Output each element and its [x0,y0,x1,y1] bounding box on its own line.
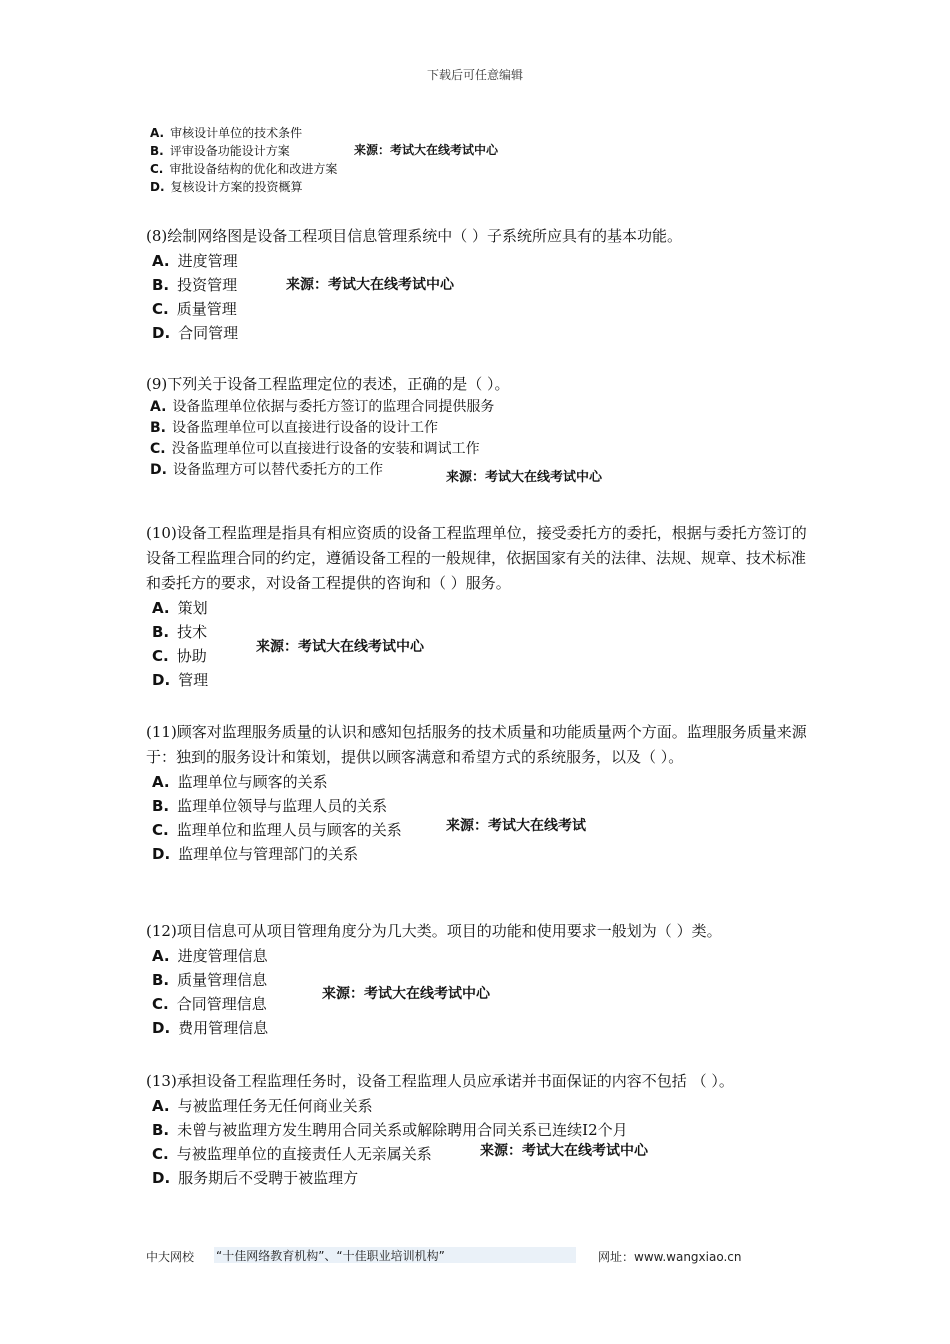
option-a: A. 设备监理单位依据与委托方签订的监理合同提供服务 [150,399,495,415]
question-text: (8)绘制网络图是设备工程项目信息管理系统中（ ）子系统所应具有的基本功能。 [146,227,683,245]
question-11-block [146,720,816,866]
option-b: B. 投资管理 [152,276,238,294]
page-header: 下载后可任意编辑 [426,68,523,82]
source-label: 来源：考试大在线考试 [446,818,586,834]
source-label: 来源：考试大在线考试中心 [446,470,603,485]
question-7-block [146,124,816,196]
question-text: (9)下列关于设备工程监理定位的表述，正确的是（ ）。 [146,375,510,393]
option-d: D. 监理单位与管理部门的关系 [152,845,359,863]
source-label: 来源：考试大在线考试中心 [480,1143,648,1159]
footer-slogan: “十佳网络教育机构”、“十佳职业培训机构” [214,1247,576,1263]
option-d: D. 管理 [152,671,209,689]
question-text: (13)承担设备工程监理任务时，设备工程监理人员应承诺并书面保证的内容不包括 （ ）。 [146,1072,734,1090]
option-b: B. 设备监理单位可以直接进行设备的设计工作 [150,420,438,436]
option-a: A. 监理单位与顾客的关系 [152,773,328,791]
source-label: 来源：考试大在线考试中心 [286,277,454,293]
option-d: D. 合同管理 [152,324,239,342]
option-d: D. 费用管理信息 [152,1019,269,1037]
option-d: D. 服务期后不受聘于被监理方 [152,1169,359,1187]
question-12-block [146,919,816,1040]
option-c: C. 质量管理 [152,300,237,318]
source-label: 来源：考试大在线考试中心 [354,143,499,157]
option-d: D. 复核设计方案的投资概算 [150,180,303,194]
option-a: A. 策划 [152,599,208,617]
footer-org: 中大网校 [146,1250,195,1264]
question-text: (10)设备工程监理是指具有相应资质的设备工程监理单位，接受委托方的委托，根据与委托方签订的设备工程监理合同的约定，遵循设备工程的一般规律，依据国家有关的法律、法规、规章、技术标准和委托方的要求，对设备工程提供的咨询和（ ）服务。 [146,524,807,592]
question-text: (11)顾客对监理服务质量的认识和感知包括服务的技术质量和功能质量两个方面。监理服务质量来源于：独到的服务设计和策划，提供以顾客满意和希望方式的系统服务，以及（ ）。 [146,723,807,766]
option-a: A. 进度管理信息 [152,947,268,965]
option-b: B. 质量管理信息 [152,971,268,989]
option-b: B. 技术 [152,623,208,641]
question-10-block [146,521,816,692]
option-a: A. 进度管理 [152,252,238,270]
option-c: C. 协助 [152,647,207,665]
source-label: 来源：考试大在线考试中心 [256,639,424,655]
question-13-block [146,1069,816,1190]
option-c: C. 合同管理信息 [152,995,267,1013]
option-a: A. 审核设计单位的技术条件 [150,126,303,140]
question-9-block [146,372,816,485]
option-c: C. 监理单位和监理人员与顾客的关系 [152,821,402,839]
footer-website-link[interactable]: 网址：www.wangxiao.cn [598,1250,742,1264]
option-c: C. 没备监理单位可以直接进行设备的安装和调试工作 [150,441,480,457]
question-text: (12)项目信息可从项目管理角度分为几大类。项目的功能和使用要求一般划为（ ）类。 [146,922,722,940]
option-c: C. 与被监理单位的直接责任人无亲属关系 [152,1145,432,1163]
question-8-block [146,224,816,345]
option-d: D. 设备监理方可以替代委托方的工作 [150,462,383,478]
option-a: A. 与被监理任务无任何商业关系 [152,1097,373,1115]
source-label: 来源：考试大在线考试中心 [322,986,490,1002]
option-b: B. 未曾与被监理方发生聘用合同关系或解除聘用合同关系已连续I2个月 [152,1121,628,1139]
option-b: B. 监理单位领导与监理人员的关系 [152,797,388,815]
option-b: B. 评审设备功能设计方案 [150,144,290,158]
option-c: C. 审批设备结构的优化和改进方案 [150,162,338,176]
